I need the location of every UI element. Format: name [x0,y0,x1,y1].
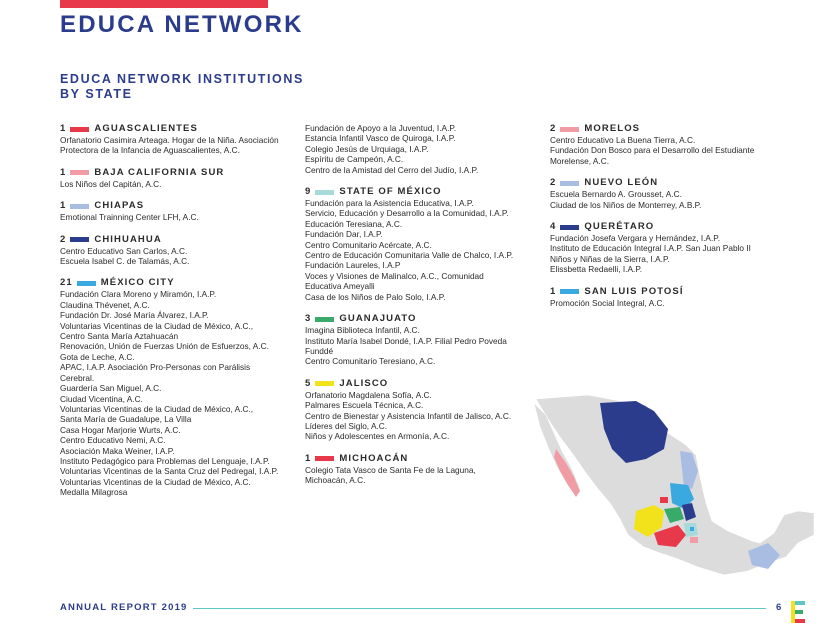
subtitle-line: BY STATE [60,87,133,101]
state-heading [305,313,530,325]
institution-line: Funddé [305,345,334,356]
page-number: 6 [776,602,782,613]
institution-line: APAC, I.A.P. Asociación Pro-Personas con Parálisis [60,362,251,373]
institution-line: Niños y Adolescentes en Armonía, A.C. [305,431,450,442]
institution-line: Centro de Educación Comunitaria Valle de Chalco, I.A.P. [305,250,514,261]
state-count: 1 [305,452,312,464]
state-section [305,313,530,367]
institution-line: Educación Teresiana, A.C. [305,218,403,229]
institution-line: Centro Comunitario Acércate, A.C. [305,239,432,250]
state-count: 3 [305,313,312,325]
state-section [305,378,530,442]
institution-list [60,246,290,267]
institution-line: Voces y Visiones de Malinalco, A.C., Comunidad [305,270,484,281]
institution-list [305,465,530,486]
institution-line: Centro Comunitario Teresiano, A.C. [305,356,436,367]
institution-line: Promoción Social Integral, A.C. [550,297,665,308]
institution-line: Los Niños del Capitán, A.C. [60,178,162,189]
institution-line: Santa María de Guadalupe, La Villa [60,414,192,425]
state-heading [305,378,530,390]
institution-line: Fundación Don Bosco para el Desarrollo del Estudiante [550,145,755,156]
institution-line: Colegio Jesús de Urquiaga, I.A.P. [305,143,429,154]
state-section [305,186,530,302]
state-section [550,177,790,210]
institution-list [60,135,290,156]
institution-list [550,189,790,210]
state-heading [550,286,790,298]
institution-line: Centro Santa María Aztahuacán [60,331,179,342]
state-color-bar [560,181,579,186]
institution-line: Guardería San Miguel, A.C. [60,383,162,394]
state-section [60,234,290,267]
institution-line: Casa de los Niños de Palo Solo, I.A.P. [305,291,446,302]
institution-line: Espíritu de Campeón, A.C. [305,154,404,165]
institution-line: Voluntarias Vicentinas de la Santa Cruz del Pedregal, I.A.P. [60,466,279,477]
state-count: 1 [60,200,67,212]
institution-line: Fundación Dr. José María Álvarez, I.A.P. [60,310,209,321]
state-count: 2 [550,123,557,134]
column-left [60,123,290,509]
state-color-bar [70,237,89,242]
section-subtitle [60,72,304,102]
state-heading [60,167,290,179]
institution-line: Centro de la Amistad del Cerro del Judío, I.A.P. [305,164,479,175]
state-section [550,286,790,308]
institution-line: Emotional Trainning Center LFH, A.C. [60,212,199,223]
state-heading [60,200,290,212]
institution-line: Fundación Josefa Vergara y Hernández, I.A.P. [550,233,721,244]
educa-logo-icon [791,601,805,623]
institution-line: Colegio Tata Vasco de Santa Fe de la Laguna, [305,464,476,475]
institution-line: Fundación de Apoyo a la Juventud, I.A.P. [305,123,457,133]
state-heading [305,186,530,198]
state-name: AGUASCALIENTES [94,123,198,134]
institution-list [550,135,790,166]
institution-line: Renovación, Unión de Fuerzas Unión de Esfuerzos, A.C. [60,341,269,352]
institution-line: Instituto María Isabel Dondé, I.A.P. Filial Pedro Poveda [305,335,507,346]
institution-line: Morelense, A.C. [550,155,610,166]
institution-line: Voluntarias Vicentinas de la Ciudad de México, A.C., [60,403,254,414]
state-heading [550,123,790,135]
institution-list [60,212,290,222]
state-count: 1 [60,166,67,178]
institution-line: Michoacán, A.C. [305,475,366,486]
state-name: STATE OF MÉXICO [339,186,442,198]
institution-line: Centro Educativo La Buena Tierra, A.C. [550,135,696,145]
institution-line: Fundación Laureles, I.A.P [305,260,401,271]
state-name: GUANAJUATO [339,313,417,325]
map-mexico-city [690,527,694,531]
state-color-bar [70,204,89,209]
institution-line: Cerebral. [60,372,95,383]
state-color-bar [70,170,89,175]
page-title: EDUCA NETWORK [60,11,304,38]
state-heading [60,277,290,289]
state-count: 21 [60,277,73,289]
state-count: 1 [550,285,557,297]
institution-line: Fundación Dar, I.A.P. [305,229,383,240]
state-section [550,123,790,166]
state-count: 5 [305,377,312,389]
institution-line: Medalla Milagrosa [60,487,128,498]
state-color-bar [77,281,96,286]
state-count: 2 [550,177,557,189]
state-name: MÉXICO CITY [100,277,175,289]
subtitle-line: EDUCA NETWORK INSTITUTIONS [60,72,304,86]
institution-line: Instituto Pedagógico para Problemas del Lenguaje, I.A.P. [60,455,270,466]
institution-line: Protectora de la Infancia de Aguascalientes, A.C. [60,145,240,156]
state-count: 9 [305,186,312,198]
state-color-bar [70,127,89,132]
institution-line: Voluntarias Vicentinas de la Ciudad de México, A.C. [60,476,251,487]
state-section [60,277,290,497]
mexico-map [528,393,818,583]
institution-line: Instituto de Educación Integral I.A.P. San Juan Pablo II [550,243,751,254]
map-morelos [690,537,698,543]
institution-list [305,390,530,442]
state-section [305,123,530,175]
institution-list [60,289,290,497]
institution-line: Casa Hogar Marjorie Wurts, A.C. [60,424,181,435]
institution-list [60,179,290,189]
institution-line: Centro Educativo San Carlos, A.C. [60,245,188,256]
institution-line: Asociación Maka Weiner, I.A.P. [60,445,175,456]
institution-line: Servicio, Educación y Desarrollo a la Comunidad, I.A.P. [305,208,509,219]
institution-line: Líderes del Siglo, A.C. [305,420,388,431]
state-count: 4 [550,221,557,233]
state-color-bar [315,190,334,195]
state-name: CHIHUAHUA [94,233,162,245]
column-middle [305,123,530,497]
institution-line: Imagina Biblioteca Infantil, A.C. [305,325,420,336]
institution-line: Fundación para la Asistencia Educativa, I.A.P. [305,198,474,209]
state-heading [60,123,290,135]
top-accent-bar [60,0,268,8]
institution-line: Ciudad de los Niños de Monterrey, A.B.P. [550,199,702,210]
institution-line: Educativa Ameyalli [305,281,375,292]
column-right [550,123,790,319]
institution-list [305,123,530,175]
institution-line: Elissbetta Redaelli, I.A.P. [550,264,643,275]
state-color-bar [315,456,334,461]
state-section [305,453,530,486]
institution-list [550,233,790,275]
institution-list [305,198,530,302]
institution-line: Fundación Clara Moreno y Miramón, I.A.P. [60,289,217,300]
state-name: MICHOACÁN [339,452,409,464]
state-name: SAN LUIS POTOSÍ [584,285,684,297]
state-name: QUERÉTARO [584,221,655,233]
state-color-bar [560,225,579,230]
state-section [60,123,290,156]
state-color-bar [315,317,334,322]
state-color-bar [560,127,579,132]
institution-line: Escuela Isabel C. de Talamás, A.C. [60,256,190,267]
institution-line: Claudina Thévenet, A.C. [60,299,150,310]
institution-line: Estancia Infantil Vasco de Quiroga, I.A.P. [305,133,456,144]
footer-rule [193,608,766,609]
state-section [60,167,290,189]
institution-line: Escuela Bernardo A. Grousset, A.C. [550,189,682,200]
state-count: 1 [60,123,67,134]
state-section [60,200,290,222]
institution-line: Niños y Niñas de la Sierra, I.A.P. [550,253,670,264]
footer-report-label: ANNUAL REPORT 2019 [60,602,188,613]
institution-line: Orfanatorio Casimira Arteaga. Hogar de la Niña. Asociación [60,135,279,145]
state-name: NUEVO LEÓN [584,177,659,189]
institution-line: Gota de Leche, A.C. [60,351,135,362]
institution-list [305,325,530,367]
state-color-bar [560,289,579,294]
institution-line: Voluntarias Vicentinas de la Ciudad de México, A.C., [60,320,254,331]
institution-line: Centro de Bienestar y Asistencia Infantil de Jalisco, A.C. [305,410,512,421]
state-color-bar [315,381,334,386]
state-name: CHIAPAS [94,200,145,212]
state-name: BAJA CALIFORNIA SUR [94,166,225,178]
institution-line: Centro Educativo Nemi, A.C. [60,435,166,446]
state-count: 2 [60,233,67,245]
state-heading [550,177,790,189]
state-heading [550,221,790,233]
map-aguascalientes [660,497,668,503]
state-heading [305,453,530,465]
state-name: JALISCO [339,377,389,389]
state-name: MORELOS [584,123,641,134]
institution-line: Palmares Escuela Técnica, A.C. [305,400,424,411]
institution-line: Ciudad Vicentina, A.C. [60,393,143,404]
institution-line: Orfanatorio Magdalena Sofía, A.C. [305,389,432,400]
state-heading [60,234,290,246]
institution-list [550,298,790,308]
state-section [550,221,790,275]
